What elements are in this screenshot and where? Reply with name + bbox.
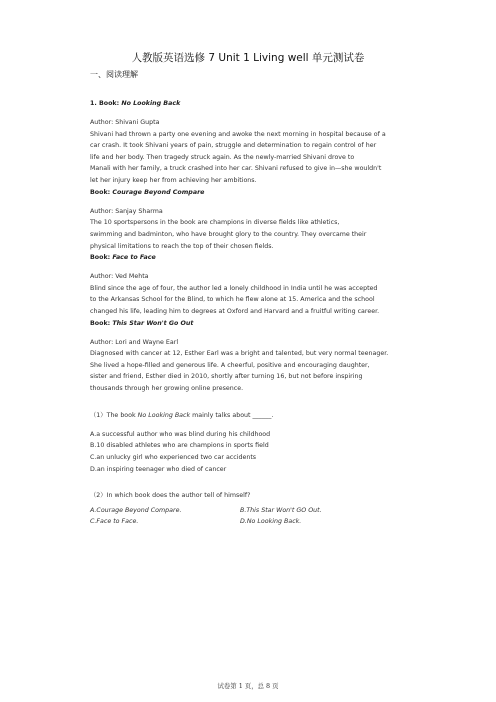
book-heading — [90, 98, 410, 110]
book-description-line: thousands through her growing online presence. — [90, 385, 244, 393]
book-label: Book: — [90, 188, 113, 196]
book-author: Author: Lori and Wayne Earl — [90, 338, 179, 346]
book-author: Author: Shivani Gupta — [90, 119, 160, 127]
book-title: Courage Beyond Compare — [112, 188, 205, 196]
book-description-line: swimming and badminton, who have brought glory to the country. They overcame their — [90, 230, 367, 238]
book-description-line: physical limitations to reach the top of their chosen fields. — [90, 242, 274, 250]
answer-option: D.No Looking Back. — [240, 518, 302, 526]
answer-option: C.Face to Face. — [90, 518, 139, 526]
book-description-line: Manali with her family, a truck crashed into her car. Shivani refused to give in—she wouldn't — [90, 165, 382, 173]
book-description-line: let her injury keep her from achieving her ambitions. — [90, 177, 257, 185]
answer-options-row — [90, 516, 410, 528]
answer-option: A.a successful author who was blind during his childhood — [90, 430, 271, 438]
answer-option: A.Courage Beyond Compare. — [90, 506, 182, 514]
answer-option: D.an inspiring teenager who died of cancer — [90, 465, 227, 473]
book-description-line: Shivani had thrown a party one evening and awoke the next morning in hospital because of a — [90, 130, 386, 138]
question-suffix: mainly talks about ______. — [190, 411, 274, 419]
question-prefix: （1）The book — [90, 411, 138, 419]
book-description-line: changed his life, leading him to degrees at Oxford and Harvard and a fruitful writing career. — [90, 308, 380, 315]
answer-options-row — [90, 505, 410, 517]
book-description-line: sister and friend, Esther died in 2010, shortly after turning 16, but not before inspiring — [90, 373, 363, 381]
book-label: Book: — [90, 254, 113, 262]
book-heading — [90, 187, 410, 199]
question-stem — [90, 410, 410, 422]
book-label: 1. Book: — [90, 100, 122, 107]
book-title: Face to Face — [112, 254, 156, 262]
book-title: No Looking Back — [121, 100, 181, 107]
book-author: Author: Sanjay Sharma — [90, 207, 163, 215]
book-description-line: Blind since the age of four, the author led a lonely childhood in India until he was accepted — [90, 284, 378, 292]
book-description-line: She lived a hope-filled and generous life. A cheerful, positive and encouraging daughter, — [90, 361, 370, 369]
book-description-line: The 10 sportspersons in the book are champions in diverse fields like athletics, — [90, 219, 340, 227]
answer-option: B.This Star Won't GO Out. — [240, 506, 322, 514]
document-title: 人教版英语选修 7 Unit 1 Living well 单元测试卷 — [131, 52, 365, 64]
book-heading — [90, 252, 410, 264]
book-label: Book: — [90, 319, 113, 327]
question-book-title: No Looking Back — [137, 411, 191, 419]
book-heading — [90, 318, 410, 330]
book-description-line: Diagnosed with cancer at 12, Esther Earl was a bright and talented, but very normal teenager. — [90, 350, 389, 358]
question-stem: （2）In which book does the author tell of himself? — [90, 492, 251, 500]
book-description-line: life and her body. Then tragedy struck again. As the newly-married Shivani drove to — [90, 153, 355, 161]
section-heading: 一、阅读理解 — [90, 70, 138, 79]
answer-option: B.10 disabled athletes who are champions in sports field — [90, 442, 269, 450]
book-author: Author: Ved Mehta — [90, 273, 149, 281]
book-description-line: to the Arkansas School for the Blind, to which he flew alone at 15. America and the school — [90, 296, 375, 304]
book-title: This Star Won't Go Out — [112, 319, 194, 327]
book-description-line: car crash. It took Shivani years of pain, struggle and determination to regain control of her — [90, 142, 377, 150]
answer-option: C.an unlucky girl who experienced two car accidents — [90, 453, 257, 461]
reading-passage — [90, 98, 410, 528]
page-footer: 试卷第 1 页，总 8 页 — [217, 682, 279, 690]
